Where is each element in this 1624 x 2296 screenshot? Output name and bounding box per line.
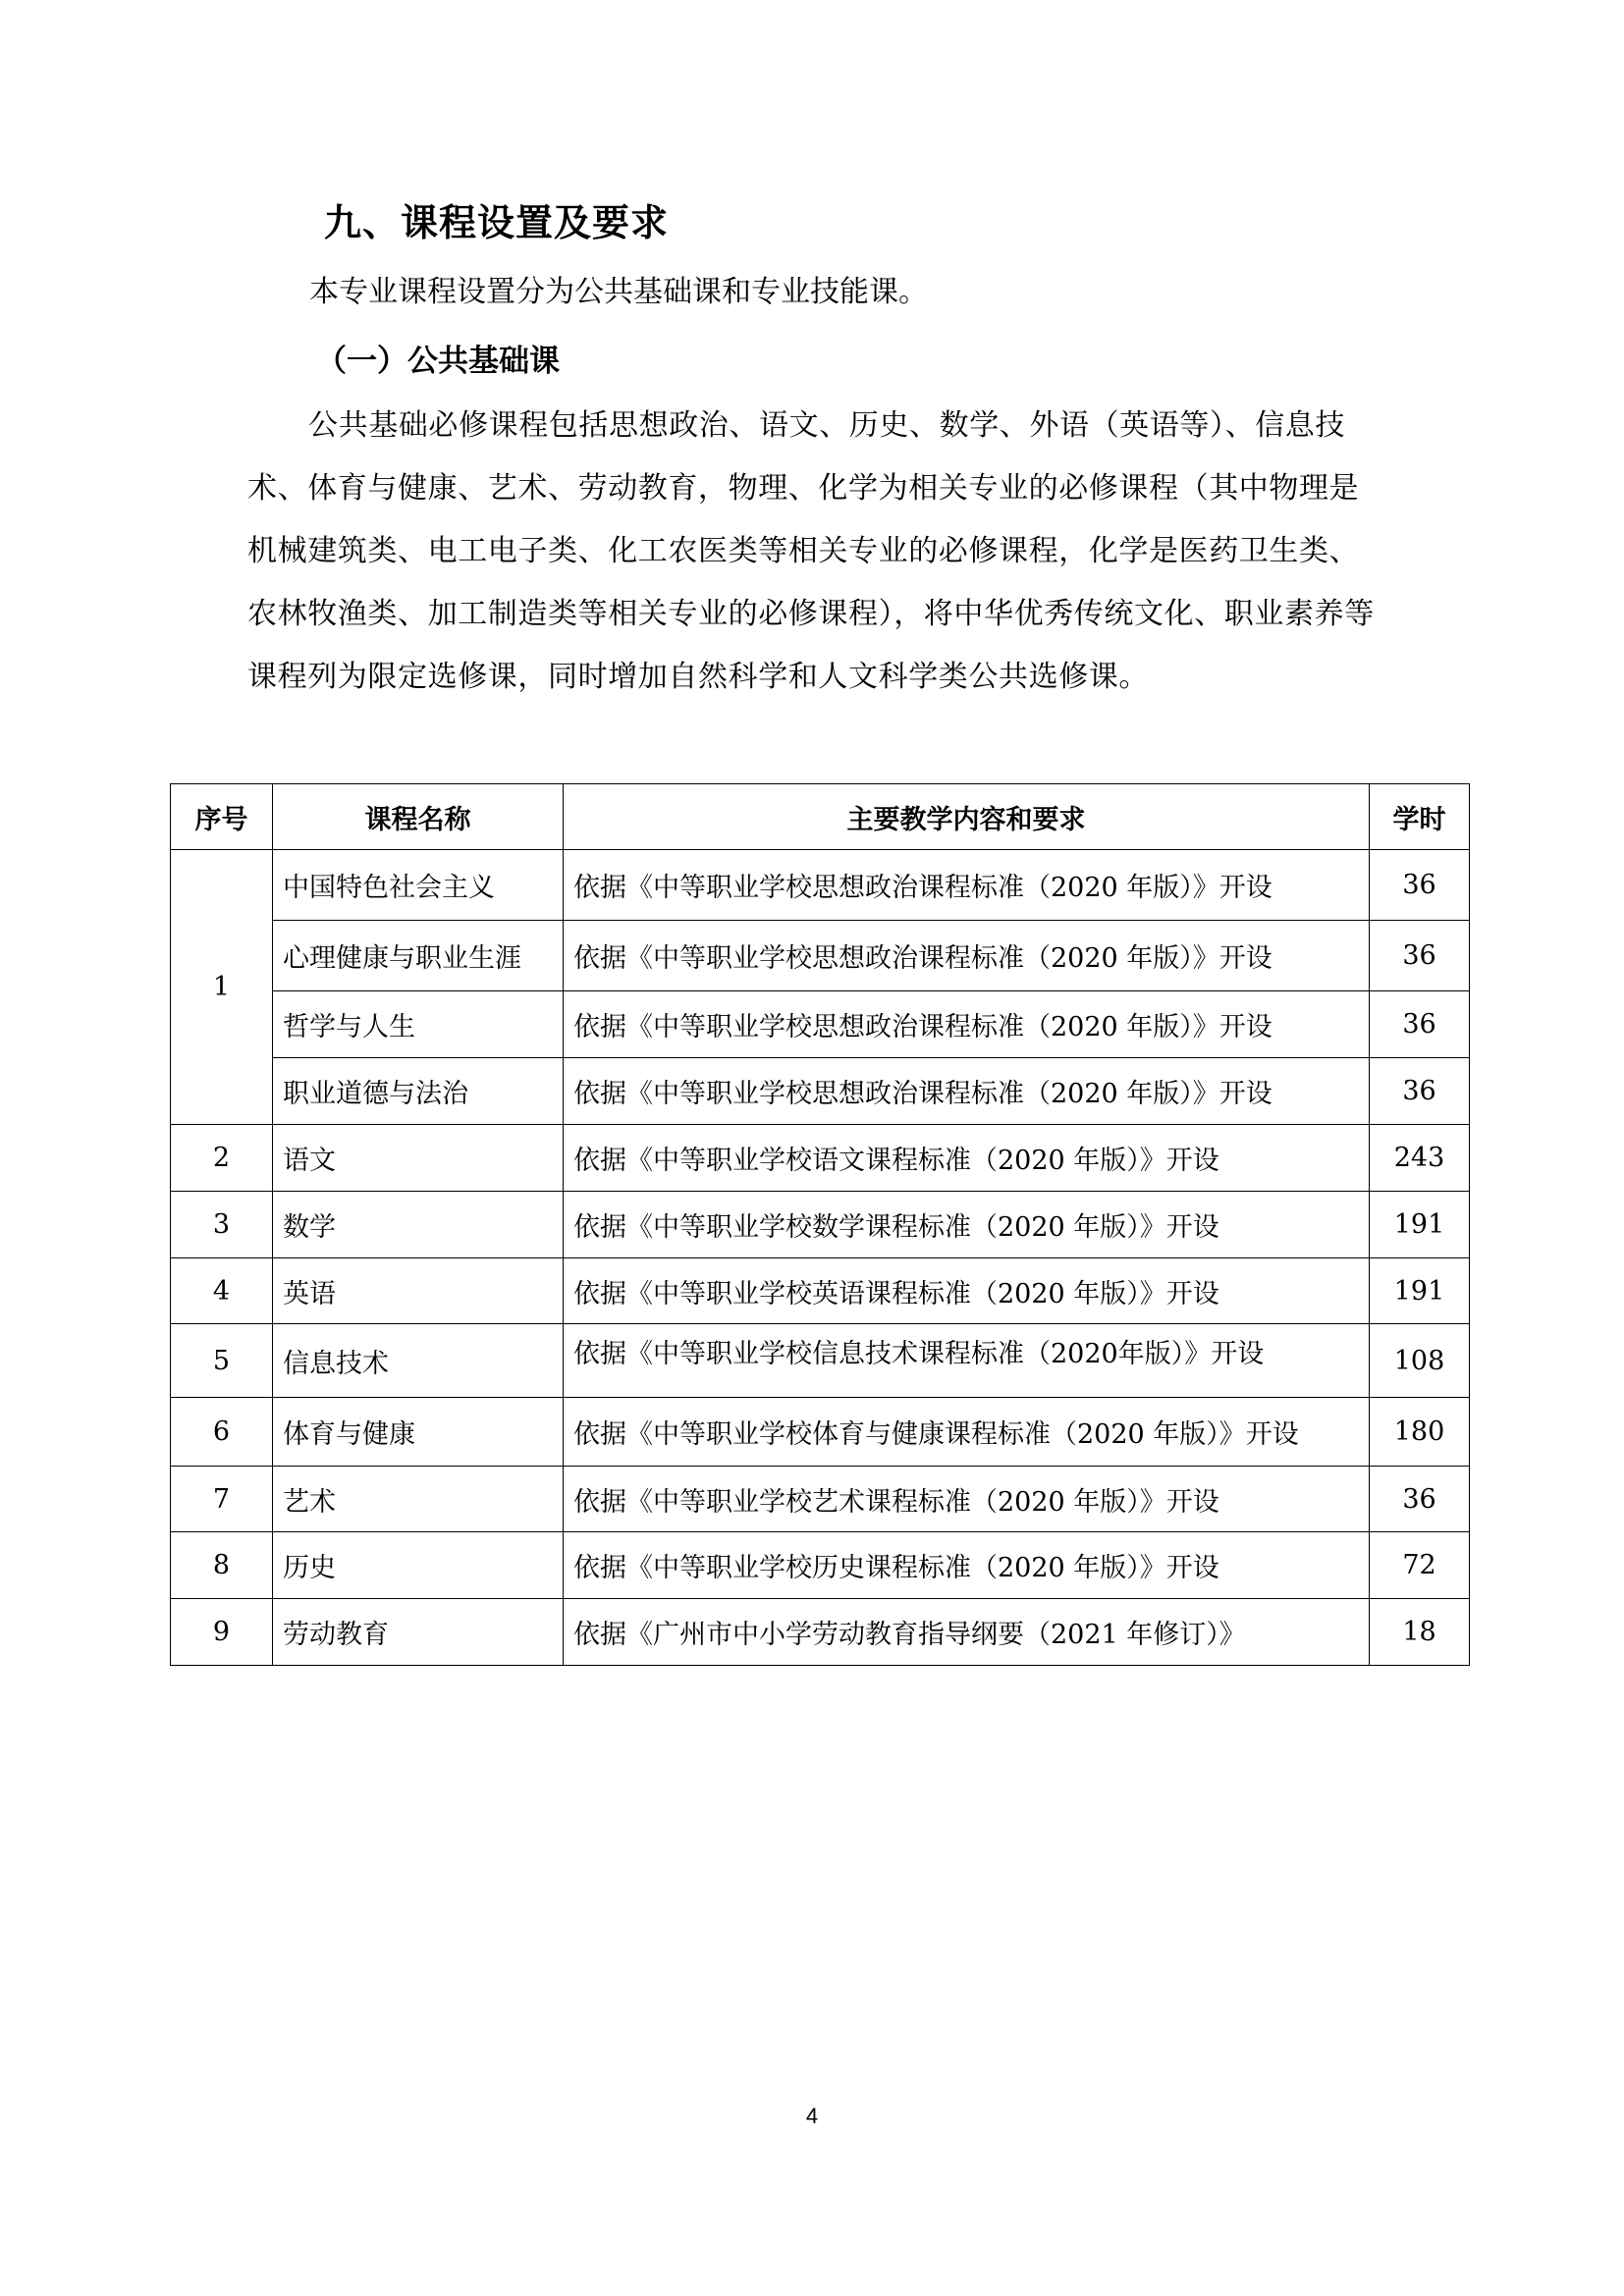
table-row — [171, 921, 1470, 991]
table-row — [171, 1125, 1470, 1192]
course-name: 艺术 — [273, 1467, 564, 1532]
subsection-title: （一）公共基础课 — [316, 344, 560, 379]
course-hours: 180 — [1370, 1398, 1470, 1467]
course-name: 语文 — [273, 1125, 564, 1192]
course-content: 依据《中等职业学校思想政治课程标准（2020 年版）》开设 — [564, 1058, 1370, 1125]
course-hours: 191 — [1370, 1192, 1470, 1258]
course-content: 依据《中等职业学校语文课程标准（2020 年版）》开设 — [564, 1125, 1370, 1192]
course-hours: 191 — [1370, 1258, 1470, 1324]
header-course-name: 课程名称 — [273, 784, 564, 850]
course-hours: 36 — [1370, 921, 1470, 991]
row-index: 1 — [171, 850, 273, 1125]
row-index: 9 — [171, 1599, 273, 1666]
row-index: 2 — [171, 1125, 273, 1192]
header-index: 序号 — [171, 784, 273, 850]
row-index: 7 — [171, 1467, 273, 1532]
course-name: 体育与健康 — [273, 1398, 564, 1467]
row-index: 3 — [171, 1192, 273, 1258]
course-hours: 36 — [1370, 991, 1470, 1058]
section-title: 九、课程设置及要求 — [324, 201, 670, 244]
course-name: 数学 — [273, 1192, 564, 1258]
table-row — [171, 1532, 1470, 1599]
course-content: 依据《中等职业学校思想政治课程标准（2020 年版）》开设 — [564, 991, 1370, 1058]
table-row — [171, 1258, 1470, 1324]
header-content: 主要教学内容和要求 — [564, 784, 1370, 850]
course-name: 哲学与人生 — [273, 991, 564, 1058]
course-table — [170, 783, 1470, 1666]
course-content: 依据《中等职业学校历史课程标准（2020 年版）》开设 — [564, 1532, 1370, 1599]
table-row — [171, 1599, 1470, 1666]
body-paragraph: 公共基础必修课程包括思想政治、语文、历史、数学、外语（英语等）、信息技术、体育与健康、艺术、劳动教育，物理、化学为相关专业的必修课程（其中物理是机械建筑类、电工电子类、化工农医类等相关专业的必修课程，化学是医药卫生类、农林牧渔类、加工制造类等相关专业的必修课程），将中华优秀传统文化、职业素养等课程列为限定选修课，同时增加自然科学和人文科学类公共选修课。 — [247, 408, 1375, 694]
course-name: 职业道德与法治 — [273, 1058, 564, 1125]
course-name: 劳动教育 — [273, 1599, 564, 1666]
table-row — [171, 1467, 1470, 1532]
header-hours: 学时 — [1370, 784, 1470, 850]
intro-text: 本专业课程设置分为公共基础课和专业技能课。 — [309, 275, 928, 309]
course-hours: 36 — [1370, 850, 1470, 921]
course-hours: 108 — [1370, 1324, 1470, 1398]
course-content: 依据《广州市中小学劳动教育指导纲要（2021 年修订）》 — [564, 1599, 1370, 1666]
row-index: 8 — [171, 1532, 273, 1599]
course-content: 依据《中等职业学校信息技术课程标准（2020年版）》开设 — [564, 1324, 1370, 1398]
table-row — [171, 850, 1470, 921]
table-row — [171, 1324, 1470, 1398]
course-name: 历史 — [273, 1532, 564, 1599]
page-number: 4 — [805, 2104, 819, 2128]
course-content: 依据《中等职业学校英语课程标准（2020 年版）》开设 — [564, 1258, 1370, 1324]
course-content: 依据《中等职业学校艺术课程标准（2020 年版）》开设 — [564, 1467, 1370, 1532]
row-index: 6 — [171, 1398, 273, 1467]
course-name: 英语 — [273, 1258, 564, 1324]
table-row — [171, 1398, 1470, 1467]
table-header-row — [171, 784, 1470, 850]
row-index: 5 — [171, 1324, 273, 1398]
table-row — [171, 991, 1470, 1058]
course-hours: 72 — [1370, 1532, 1470, 1599]
table-row — [171, 1058, 1470, 1125]
course-name: 信息技术 — [273, 1324, 564, 1398]
course-hours: 36 — [1370, 1467, 1470, 1532]
course-name: 心理健康与职业生涯 — [273, 921, 564, 991]
course-hours: 243 — [1370, 1125, 1470, 1192]
course-hours: 36 — [1370, 1058, 1470, 1125]
course-content: 依据《中等职业学校数学课程标准（2020 年版）》开设 — [564, 1192, 1370, 1258]
row-index: 4 — [171, 1258, 273, 1324]
course-content: 依据《中等职业学校体育与健康课程标准（2020 年版）》开设 — [564, 1398, 1370, 1467]
course-content: 依据《中等职业学校思想政治课程标准（2020 年版）》开设 — [564, 921, 1370, 991]
course-name: 中国特色社会主义 — [273, 850, 564, 921]
course-hours: 18 — [1370, 1599, 1470, 1666]
course-content: 依据《中等职业学校思想政治课程标准（2020 年版）》开设 — [564, 850, 1370, 921]
table-row — [171, 1192, 1470, 1258]
